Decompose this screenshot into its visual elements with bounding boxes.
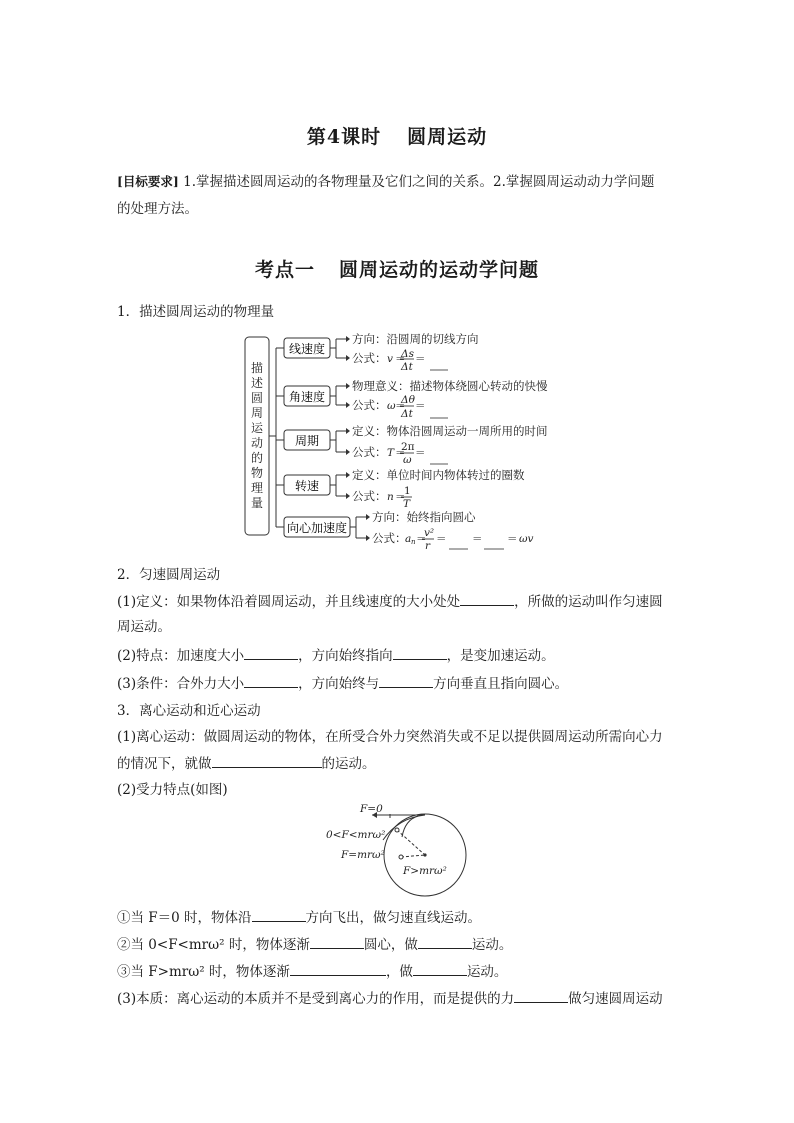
- objective-text-1: 1.掌握描述圆周运动的各物理量及它们之间的关系。2.掌握圆周运动动力学问题: [183, 174, 655, 190]
- root-char: 周: [250, 406, 264, 420]
- rule-text: ②当 0<F<mrω² 时，物体逐渐: [117, 937, 310, 953]
- rule-text: 方向飞出，做匀速直线运动。: [305, 910, 482, 926]
- svg-text:＝: ＝: [416, 533, 427, 545]
- item3-heading: 3．离心运动和近心运动: [117, 703, 261, 719]
- label-f-zero: F=0: [360, 803, 383, 815]
- essence-line: [117, 988, 663, 1009]
- object-point: [395, 828, 399, 832]
- section-name: 圆周运动的运动学问题: [339, 259, 540, 281]
- node-label-angular-velocity: 角速度: [288, 390, 326, 404]
- root-char: 物: [250, 466, 264, 480]
- fill-blank[interactable]: [310, 934, 364, 949]
- svg-text:r: r: [425, 540, 431, 552]
- svg-text:＝: ＝: [436, 533, 447, 545]
- radius-dashed-1: [397, 830, 425, 855]
- rule-text: 运动。: [471, 937, 513, 953]
- svg-text:n: n: [387, 491, 394, 503]
- rule-text: ，做: [385, 964, 413, 980]
- svg-text:1: 1: [404, 485, 411, 497]
- root-char: 动: [250, 436, 264, 450]
- svg-text:ω: ω: [403, 454, 412, 466]
- svg-text:n: n: [411, 538, 416, 546]
- linear-velocity-direction: 方向：沿圆周的切线方向: [352, 332, 479, 346]
- svg-text:＝: ＝: [415, 353, 426, 365]
- angular-velocity-meaning: 物理意义：描述物体绕圆心转动的快慢: [352, 379, 548, 393]
- svg-text:2π: 2π: [401, 441, 415, 453]
- svg-text:＝: ＝: [395, 353, 406, 365]
- rotation-speed-formula-label: 公式：: [352, 489, 387, 503]
- conditions-text: (3)条件：合外力大小: [117, 676, 245, 692]
- node-label-centripetal-acceleration: 向心加速度: [286, 521, 348, 535]
- rule-text: ③当 F>mrω² 时，物体逐渐: [117, 964, 290, 980]
- definition-text: ，所做的运动叫作匀速圆: [514, 594, 663, 610]
- root-char: 述: [250, 376, 264, 390]
- svg-text:Δt: Δt: [401, 361, 413, 373]
- label-f-equal: F=mrω²: [341, 849, 385, 861]
- rule-text: 圆心，做: [363, 937, 418, 953]
- svg-text:Δθ: Δθ: [401, 394, 415, 406]
- center-point: [423, 853, 426, 856]
- conditions-text: 方向垂直且指向圆心。: [433, 676, 569, 692]
- lesson-number: 第4课时: [306, 126, 382, 148]
- svg-text:v: v: [387, 353, 393, 365]
- features-text: (2)特点：加速度大小: [117, 648, 245, 664]
- rule-3: [117, 961, 507, 982]
- object-point: [399, 855, 403, 859]
- item2-definition-line-2: 周运动。: [117, 619, 171, 635]
- fill-blank[interactable]: [413, 961, 467, 976]
- root-char: 的: [250, 451, 264, 465]
- fill-blank[interactable]: [418, 934, 472, 949]
- node-label-linear-velocity: 线速度: [288, 342, 326, 356]
- fill-blank[interactable]: [514, 988, 568, 1003]
- objective-label: [目标要求]: [117, 174, 179, 189]
- svg-text:＝: ＝: [395, 400, 406, 412]
- label-f-less: 0<F<mrω²: [326, 829, 386, 841]
- angular-velocity-formula-label: 公式：: [352, 398, 387, 412]
- rule-text: 运动。: [466, 964, 508, 980]
- svg-text:a: a: [405, 533, 412, 545]
- centripetal-formula-label: 公式：: [372, 531, 407, 545]
- item2-heading: 2．匀速圆周运动: [117, 567, 221, 583]
- root-char: 理: [250, 481, 264, 495]
- essence-text: (3)本质：离心运动的本质并不是受到离心力的作用，而是提供的力: [117, 991, 515, 1007]
- centrifugal-text: 的运动。: [321, 756, 376, 772]
- root-char: 量: [250, 496, 264, 510]
- node-label-rotation-speed: 转速: [294, 479, 320, 493]
- svg-text:ω: ω: [387, 400, 396, 412]
- svg-text:＝: ＝: [507, 533, 518, 545]
- root-char: 圆: [250, 391, 264, 405]
- period-definition: 定义：物体沿圆周运动一周所用的时间: [352, 424, 548, 438]
- objective-line-2: 的处理方法。: [117, 201, 198, 217]
- node-label-period: 周期: [294, 434, 320, 448]
- rule-text: ①当 F＝0 时，物体沿: [117, 910, 252, 926]
- svg-text:Δs: Δs: [401, 348, 414, 360]
- fill-blank[interactable]: [252, 907, 306, 922]
- label-f-greater: F>mrω²: [403, 865, 447, 877]
- svg-text:＝: ＝: [472, 533, 483, 545]
- svg-text:T: T: [387, 447, 395, 459]
- svg-text:＝: ＝: [415, 447, 426, 459]
- definition-text: (1)定义：如果物体沿着圆周运动，并且线速度的大小处处: [117, 594, 461, 610]
- period-formula-label: 公式：: [352, 445, 387, 459]
- svg-text:v²: v²: [424, 527, 435, 539]
- root-char: 描: [250, 361, 264, 375]
- svg-text:＝: ＝: [395, 491, 406, 503]
- svg-text:＝: ＝: [415, 400, 426, 412]
- essence-text: 做匀速圆周运动: [568, 991, 663, 1007]
- features-text: ，方向始终指向: [298, 648, 393, 664]
- centripetal-direction: 方向：始终指向圆心: [372, 510, 476, 524]
- linear-velocity-formula-label: 公式：: [352, 351, 387, 365]
- rotation-speed-definition: 定义：单位时间内物体转过的圈数: [352, 468, 525, 482]
- item1-heading: 1．描述圆周运动的物理量: [117, 304, 275, 320]
- svg-text:＝: ＝: [395, 447, 406, 459]
- rule-1: [117, 907, 481, 928]
- conditions-text: ，方向始终与: [298, 676, 380, 692]
- svg-text:T: T: [403, 498, 411, 510]
- fill-blank[interactable]: [290, 961, 386, 976]
- svg-text:Δt: Δt: [401, 408, 413, 420]
- radius-dashed-2: [401, 855, 425, 857]
- features-text: ，是变加速运动。: [446, 648, 555, 664]
- rule-2: [117, 934, 512, 955]
- svg-text:ωv: ωv: [519, 533, 534, 545]
- centrifugal-text: 的情况下，就做: [117, 756, 212, 772]
- spiral-path-1: [383, 815, 425, 840]
- section-label: 考点一: [254, 259, 315, 281]
- lesson-topic: 圆周运动: [407, 126, 488, 148]
- force-characteristics-heading: (2)受力特点(如图): [117, 782, 228, 798]
- root-char: 运: [250, 421, 264, 435]
- centrifugal-definition-line-1: (1)离心运动：做圆周运动的物体，在所受合外力突然消失或不足以提供圆周运动所需向心力: [117, 729, 663, 745]
